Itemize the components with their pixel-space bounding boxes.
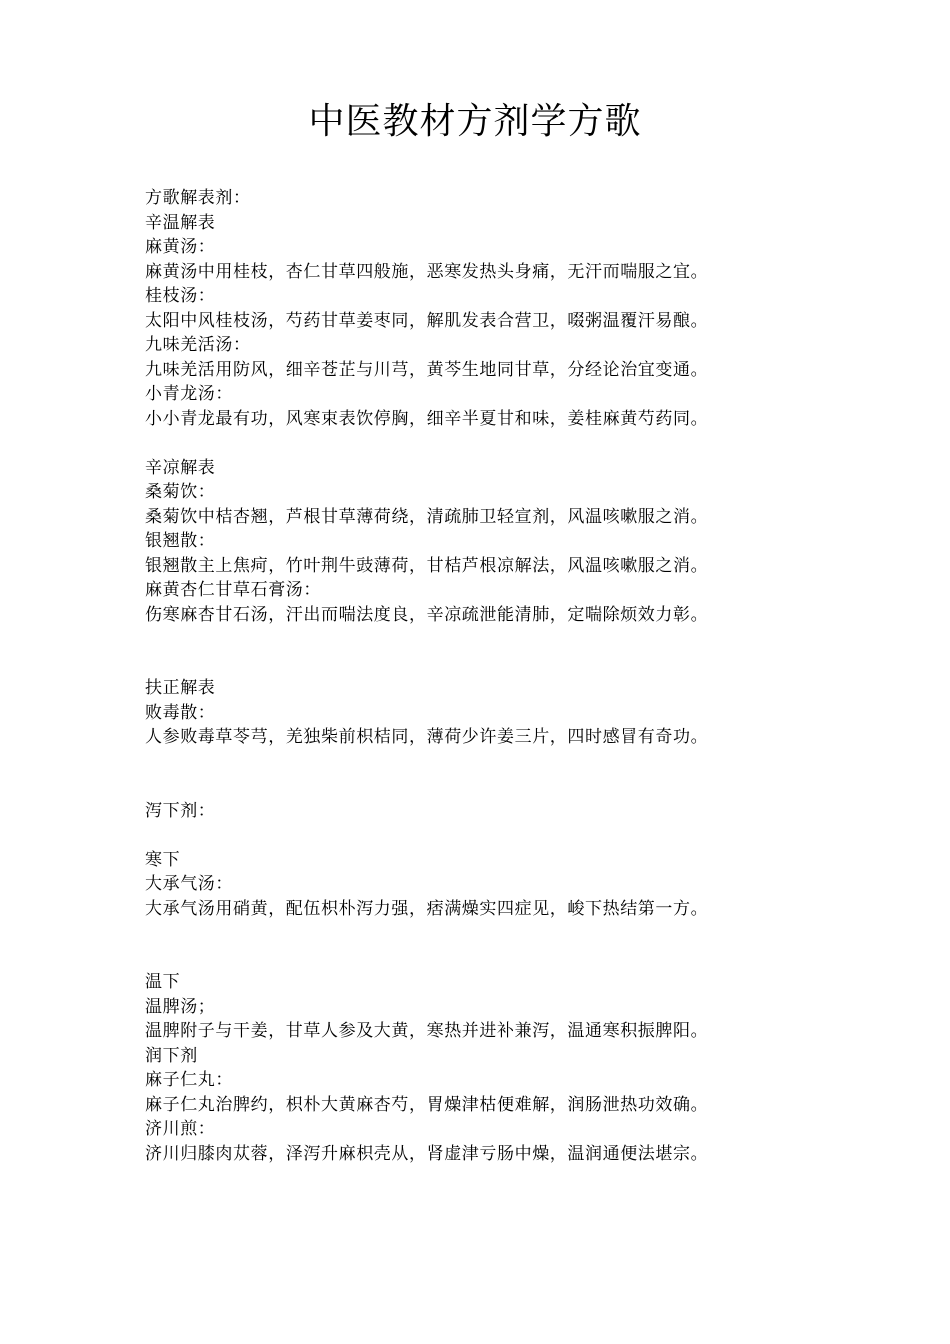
formula-verse: 人参败毒草苓芎，羌独柴前枳桔同，薄荷少许姜三片，四时感冒有奇功。 <box>145 727 709 747</box>
formula-name: 麻黄杏仁甘草石膏汤： <box>145 580 321 600</box>
formula-verse: 大承气汤用硝黄，配伍枳朴泻力强，痞满燥实四症见，峻下热结第一方。 <box>145 898 709 919</box>
blank-lines <box>145 921 805 970</box>
formula-verse: 麻子仁丸治脾约，枳朴大黄麻杏芍，胃燥津枯便难解，润肠泄热功效确。 <box>145 1094 709 1115</box>
formula-name: 九味羌活汤： <box>145 335 251 355</box>
blank-line <box>145 431 805 456</box>
formula-name: 败毒散： <box>145 702 216 723</box>
formula-name: 银翘散： <box>145 531 216 551</box>
formula-verse: 太阳中风桂枝汤，芍药甘草姜枣同，解肌发表合营卫，啜粥温覆汗易酿。 <box>145 310 709 331</box>
formula-name: 大承气汤： <box>145 874 233 894</box>
formula-verse: 九味羌活用防风，细辛苍芷与川芎，黄芩生地同甘草，分经论治宜变通。 <box>145 359 709 380</box>
formula-name: 桑菊饮： <box>145 482 216 502</box>
formula-verse: 银翘散主上焦疴，竹叶荆牛豉薄荷，甘桔芦根凉解法，风温咳嗽服之消。 <box>145 555 709 576</box>
blank-line <box>145 823 805 848</box>
formula-name: 温脾汤； <box>145 996 216 1017</box>
document-body <box>145 186 805 1166</box>
formula-name: 济川煎： <box>145 1119 216 1139</box>
section-heading: 方歌解表剂： <box>145 188 251 208</box>
formula-verse: 麻黄汤中用桂枝，杏仁甘草四般施，恶寒发热头身痛，无汗而喘服之宜。 <box>145 261 709 282</box>
subsection-heading: 温下 <box>145 972 181 992</box>
formula-verse: 桑菊饮中桔杏翘，芦根甘草薄荷绕，清疏肺卫轻宣剂，风温咳嗽服之消。 <box>145 506 709 527</box>
formula-name: 小青龙汤： <box>145 384 233 404</box>
formula-verse: 济川归膝肉苁蓉，泽泻升麻枳壳从，肾虚津亏肠中燥，温润通便法堪宗。 <box>145 1143 709 1164</box>
formula-verse: 温脾附子与干姜，甘草人参及大黄，寒热并进补兼泻，温通寒积振脾阳。 <box>145 1021 709 1041</box>
blank-lines <box>145 750 805 799</box>
formula-name: 桂枝汤： <box>145 286 216 306</box>
formula-verse: 小小青龙最有功，风寒束表饮停胸，细辛半夏甘和味，姜桂麻黄芍药同。 <box>145 408 709 429</box>
formula-verse: 伤寒麻杏甘石汤，汗出而喘法度良，辛凉疏泄能清肺，定喘除烦效力彰。 <box>145 604 709 625</box>
subsection-heading: 扶正解表 <box>145 678 216 698</box>
formula-name: 麻子仁丸： <box>145 1070 233 1090</box>
blank-lines <box>145 627 805 676</box>
subsection-heading: 寒下 <box>145 849 181 870</box>
section-heading: 泻下剂： <box>145 800 216 821</box>
subsection-heading: 辛凉解表 <box>145 457 216 478</box>
subsection-heading: 辛温解表 <box>145 212 216 233</box>
document-title: 中医教材方剂学方歌 <box>308 101 642 142</box>
subsection-heading: 润下剂 <box>145 1045 198 1066</box>
formula-name: 麻黄汤： <box>145 237 216 257</box>
